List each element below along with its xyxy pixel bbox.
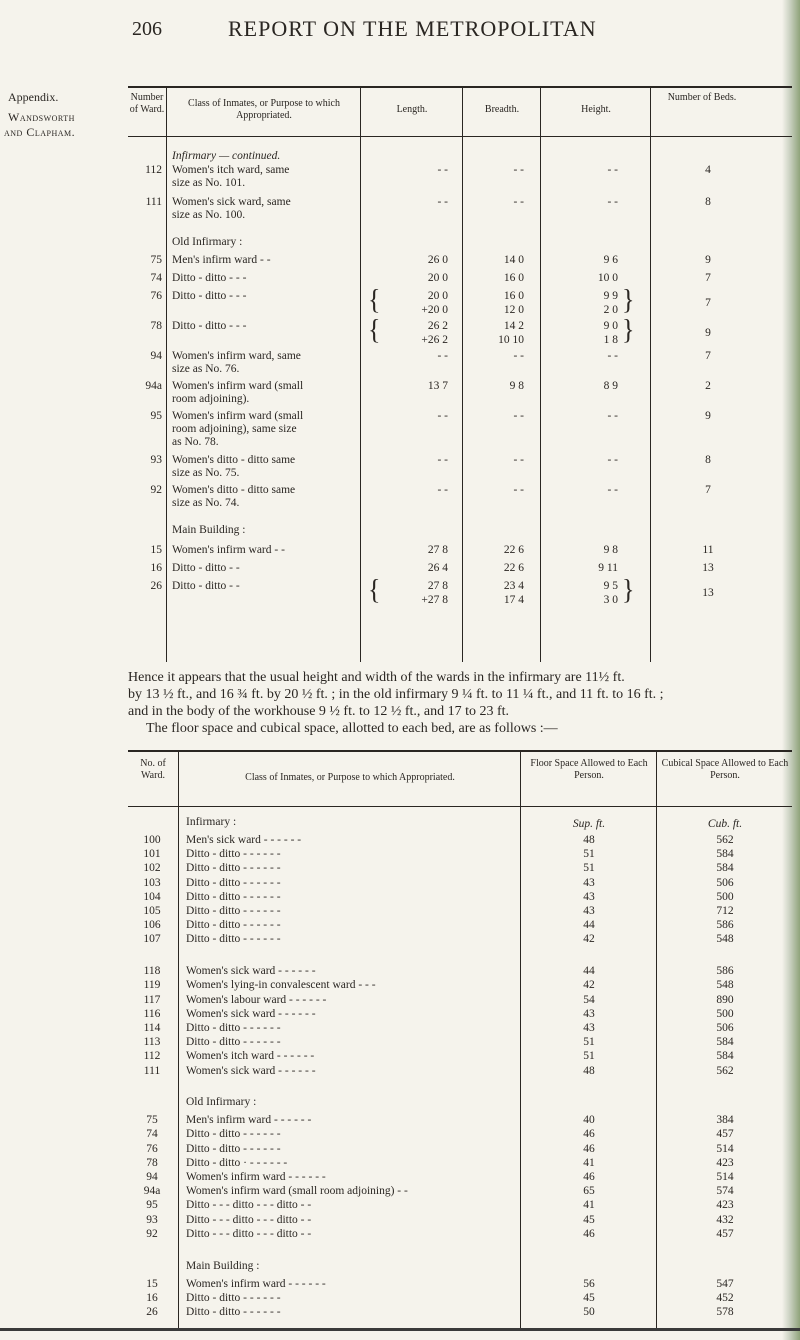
height-value: 1 8 <box>603 334 618 346</box>
cubic-space-value: 457 <box>716 1128 734 1141</box>
floor-space-value: 56 <box>583 1277 595 1290</box>
ward-class: Ditto - ditto - - - - - - <box>186 1036 281 1049</box>
ward-class-cont: size as No. 74. <box>172 497 240 509</box>
ward-class: Main Building : <box>172 524 246 536</box>
ward-number: 94a <box>143 1185 161 1198</box>
ward-number: 74 <box>150 272 162 284</box>
floor-space-value: 43 <box>583 1021 595 1034</box>
ward-number: 100 <box>143 834 161 846</box>
length-value: +20 0 <box>421 304 448 316</box>
ward-class: Ditto - ditto - - - - - - <box>186 876 281 889</box>
ward-class: Ditto - ditto - - - - - - <box>186 905 281 917</box>
height-value: 9 8 <box>603 544 618 556</box>
ward-number: 111 <box>145 196 162 208</box>
margin-appendix: Appendix. <box>8 90 59 104</box>
ward-class: Women's sick ward, same <box>172 196 291 208</box>
length-value: - - <box>437 410 448 422</box>
ward-class: Ditto - ditto - - <box>172 580 240 592</box>
margin-place-1: Wandsworth <box>8 110 75 124</box>
cubic-space-value: 423 <box>716 1156 734 1169</box>
floor-space-value: 46 <box>583 1171 595 1183</box>
cubic-space-value: 586 <box>716 965 734 978</box>
height-value: - - <box>607 454 618 466</box>
length-value: +26 2 <box>421 334 448 346</box>
floor-space-value: 40 <box>583 1114 595 1127</box>
ward-class: Women's infirm ward (small <box>172 410 304 422</box>
ward-number: 78 <box>146 1156 158 1169</box>
ward-number: 93 <box>150 454 162 466</box>
table-top-rule <box>128 86 792 88</box>
ward-number: 78 <box>150 320 162 332</box>
breadth-value: 16 0 <box>503 272 524 284</box>
floor-space-value: 48 <box>583 1064 595 1077</box>
cubic-space-value: 548 <box>716 979 734 992</box>
height-value: - - <box>607 196 618 208</box>
breadth-value: 22 6 <box>503 562 524 574</box>
ward-class: Main Building : <box>186 1259 260 1272</box>
cubic-space-value: 574 <box>716 1185 734 1198</box>
header-class: Class of Inmates, or Purpose to which Appropriated. <box>245 772 455 783</box>
ward-number: 92 <box>146 1227 158 1240</box>
header-breadth: Breadth. <box>484 104 520 115</box>
height-value: 3 0 <box>603 594 618 606</box>
ward-class-cont: size as No. 75. <box>172 467 240 479</box>
floor-space-value: 41 <box>583 1156 595 1169</box>
running-title: REPORT ON THE METROPOLITAN <box>228 16 597 41</box>
ward-class-cont: size as No. 101. <box>172 177 246 189</box>
brace-left-length: { <box>368 313 381 346</box>
ward-class: Women's itch ward - - - - - - <box>186 1050 315 1063</box>
ward-class-cont: room adjoining). <box>172 393 250 405</box>
beds-value: 9 <box>705 327 711 339</box>
col-divider <box>360 86 361 662</box>
ward-number: 102 <box>143 862 161 875</box>
ward-class: Women's sick ward - - - - - - <box>186 1064 316 1077</box>
ward-number: 94 <box>150 350 162 362</box>
table-header-rule <box>128 806 792 807</box>
col-divider <box>656 750 657 1330</box>
cubic-space-value: 712 <box>716 905 734 917</box>
ward-class: Ditto - ditto - - - <box>172 320 247 332</box>
ward-class: Ditto - ditto - - - - - - <box>186 1021 281 1034</box>
height-value: 8 9 <box>603 380 618 392</box>
ward-class: Women's infirm ward - - <box>172 544 285 556</box>
header-floor: Floor Space Allowed to Each Person. <box>530 758 648 781</box>
table-header-rule <box>128 136 792 137</box>
beds-value: 7 <box>705 297 711 309</box>
ward-number: 119 <box>143 979 161 992</box>
beds-value: 11 <box>702 544 714 556</box>
breadth-value: 17 4 <box>503 594 524 606</box>
ward-class: Women's ditto - ditto same <box>172 484 296 496</box>
ward-number: 113 <box>143 1036 161 1049</box>
breadth-value: - - <box>513 164 524 176</box>
breadth-value: 9 8 <box>509 380 524 392</box>
ward-class: Ditto - ditto · - - - - - - <box>186 1156 288 1169</box>
cubic-space-value: 457 <box>716 1227 734 1240</box>
ward-class: Women's labour ward - - - - - - <box>186 993 327 1006</box>
ward-number: 116 <box>143 1007 161 1020</box>
length-value: 26 0 <box>427 254 448 266</box>
ward-class: Men's sick ward - - - - - - <box>186 834 302 846</box>
header-cubic: Cubical Space Allowed to Each Person. <box>661 758 789 781</box>
ward-class: Old Infirmary : <box>186 1096 257 1109</box>
ward-number: 101 <box>143 848 161 861</box>
unit-cubic: Cub. ft. <box>707 818 743 830</box>
ward-number: 74 <box>146 1128 158 1141</box>
table-top-rule <box>128 750 792 752</box>
breadth-value: - - <box>513 196 524 208</box>
height-value: - - <box>607 484 618 496</box>
header-no: No. of Ward. <box>140 758 166 781</box>
ward-class: Ditto - ditto - - - - - - <box>186 1128 281 1141</box>
cubic-space-value: 452 <box>716 1291 734 1304</box>
cubic-space-value: 584 <box>716 848 734 861</box>
beds-value: 8 <box>705 196 711 208</box>
floor-space-value: 43 <box>583 876 595 889</box>
height-value: 9 5 <box>603 580 618 592</box>
cubic-space-value: 506 <box>716 876 734 889</box>
unit-floor: Sup. ft. <box>572 818 606 830</box>
ward-number: 26 <box>150 580 162 592</box>
floor-space-value: 43 <box>583 890 595 903</box>
cubic-space-value: 423 <box>716 1199 734 1212</box>
ward-class: Infirmary : <box>186 816 237 828</box>
floor-space-value: 41 <box>583 1199 595 1212</box>
ward-number: 104 <box>143 890 161 903</box>
breadth-value: - - <box>513 410 524 422</box>
ward-number: 112 <box>145 164 162 176</box>
cubic-space-value: 562 <box>716 1064 734 1077</box>
length-value: 27 8 <box>427 544 448 556</box>
beds-value: 9 <box>705 410 711 422</box>
breadth-value: - - <box>513 350 524 362</box>
cubic-space-value: 890 <box>716 993 734 1006</box>
ward-class: Women's sick ward - - - - - - <box>186 965 316 978</box>
summary-line-4: The floor space and cubical space, allotted to each bed, are as follows :— <box>146 721 558 736</box>
ward-number: 105 <box>143 905 161 917</box>
floor-space-value: 46 <box>583 1227 595 1240</box>
ward-class: Women's sick ward - - - - - - <box>186 1007 316 1020</box>
beds-value: 8 <box>705 454 711 466</box>
ward-number: 107 <box>143 933 161 946</box>
beds-value: 7 <box>705 484 711 496</box>
length-value: +27 8 <box>421 594 448 606</box>
cubic-space-value: 578 <box>716 1305 734 1318</box>
height-value: 9 11 <box>598 562 618 574</box>
ward-class: Women's infirm ward - - - - - - <box>186 1171 326 1183</box>
beds-value: 4 <box>705 164 711 176</box>
floor-space-value: 54 <box>583 993 595 1006</box>
ward-number: 112 <box>143 1050 161 1063</box>
floor-space-value: 46 <box>583 1142 595 1155</box>
floor-space-value: 43 <box>583 1007 595 1020</box>
floor-space-value: 46 <box>583 1128 595 1141</box>
cubic-space-value: 584 <box>716 1036 734 1049</box>
length-value: 26 2 <box>427 320 448 332</box>
ward-class: Ditto - ditto - - - <box>172 290 247 302</box>
bottom-edge-rule <box>0 1328 800 1331</box>
ward-number: 16 <box>150 562 162 574</box>
ward-number: 93 <box>146 1213 158 1226</box>
summary-line-3: and in the body of the workhouse 9 ½ ft. to 12 ½ ft., and 17 to 23 ft. <box>128 704 510 719</box>
ward-number: 114 <box>143 1021 161 1034</box>
length-value: - - <box>437 350 448 362</box>
ward-class: Ditto - ditto - - - <box>172 272 247 284</box>
floor-space-value: 50 <box>583 1305 595 1318</box>
ward-class: Women's itch ward, same <box>172 164 290 176</box>
height-value: 9 0 <box>603 320 618 332</box>
ward-class: Ditto - ditto - - - - - - <box>186 1142 281 1155</box>
ward-class: Ditto - ditto - - - - - - <box>186 862 281 875</box>
ward-class: Ditto - ditto - - - - - - <box>186 1291 281 1304</box>
cubic-space-value: 547 <box>716 1277 734 1290</box>
ward-class: Women's lying-in convalescent ward - - - <box>186 979 376 992</box>
cubic-space-value: 514 <box>716 1171 734 1183</box>
cubic-space-value: 506 <box>716 1021 734 1034</box>
ward-class: Women's infirm ward, same <box>172 350 301 362</box>
cubic-space-value: 384 <box>716 1114 734 1127</box>
length-value: 27 8 <box>427 580 448 592</box>
ward-class: Ditto - ditto - - - - - - <box>186 848 281 861</box>
ward-number: 103 <box>143 876 161 889</box>
cubic-space-value: 586 <box>716 919 734 932</box>
cubic-space-value: 562 <box>716 834 734 846</box>
beds-value: 9 <box>705 254 711 266</box>
cubic-space-value: 500 <box>716 1007 734 1020</box>
floor-space-value: 44 <box>583 965 595 978</box>
cubic-space-value: 500 <box>716 890 734 903</box>
floor-space-value: 51 <box>583 848 595 861</box>
ward-class: Ditto - - - ditto - - - ditto - - <box>186 1213 312 1226</box>
ward-number: 117 <box>143 993 161 1006</box>
ward-number: 95 <box>150 410 162 422</box>
ward-number: 75 <box>150 254 162 266</box>
floor-space-value: 42 <box>583 933 595 946</box>
summary-line-1: Hence it appears that the usual height and width of the wards in the infirmary are 11½ ft. <box>128 670 625 685</box>
header-length: Length. <box>396 104 428 115</box>
summary-line-2: by 13 ½ ft., and 16 ¾ ft. by 20 ½ ft. ; in the old infirmary 9 ¼ ft. to 11 ¼ ft., and 11 ft. to 16 ft. ; <box>128 687 664 702</box>
header-ward: Number of Ward. <box>129 92 165 115</box>
floor-space-value: 42 <box>583 979 595 992</box>
length-value: 13 7 <box>427 380 448 392</box>
length-value: - - <box>437 196 448 208</box>
height-value: - - <box>607 410 618 422</box>
ward-class: Ditto - ditto - - - - - - <box>186 1305 281 1318</box>
brace-left-length: { <box>368 283 381 316</box>
ward-number: 118 <box>143 965 161 978</box>
ward-class: Ditto - ditto - - <box>172 562 240 574</box>
ward-number: 106 <box>143 919 161 932</box>
col-divider <box>178 750 179 1330</box>
breadth-value: 22 6 <box>503 544 524 556</box>
brace-right-height: } <box>622 573 635 606</box>
length-value: 20 0 <box>427 290 448 302</box>
ward-class: Ditto - ditto - - - - - - <box>186 890 281 903</box>
ward-class-cont: size as No. 100. <box>172 209 246 221</box>
ward-number: 76 <box>150 290 162 302</box>
ward-class: Ditto - ditto - - - - - - <box>186 919 281 932</box>
length-value: - - <box>437 454 448 466</box>
breadth-value: - - <box>513 484 524 496</box>
margin-place-2: and Clapham. <box>4 125 76 139</box>
ward-number: 95 <box>146 1199 158 1212</box>
dimensions-table <box>128 86 792 662</box>
ward-class: Women's ditto - ditto same <box>172 454 296 466</box>
floor-space-value: 51 <box>583 1036 595 1049</box>
brace-left-length: { <box>368 573 381 606</box>
floor-space-value: 48 <box>583 834 595 846</box>
col-divider <box>166 86 167 662</box>
ward-number: 76 <box>146 1142 158 1155</box>
brace-right-height: } <box>622 283 635 316</box>
col-divider <box>520 750 521 1330</box>
brace-right-height: } <box>622 313 635 346</box>
ward-class: Old Infirmary : <box>172 236 243 248</box>
col-divider <box>462 86 463 662</box>
floor-space-value: 51 <box>583 1050 595 1063</box>
ward-number: 92 <box>150 484 162 496</box>
page-number: 206 <box>132 18 162 40</box>
beds-value: 13 <box>702 587 714 599</box>
cubic-space-value: 584 <box>716 862 734 875</box>
ward-number: 111 <box>143 1064 161 1077</box>
beds-value: 2 <box>705 380 711 392</box>
breadth-value: - - <box>513 454 524 466</box>
breadth-value: 16 0 <box>503 290 524 302</box>
ward-number: 94 <box>146 1171 158 1183</box>
col-divider <box>650 86 651 662</box>
height-value: 2 0 <box>603 304 618 316</box>
ward-class: Women's infirm ward (small <box>172 380 304 392</box>
floor-space-value: 43 <box>583 905 595 917</box>
ward-class: Ditto - - - ditto - - - ditto - - <box>186 1227 312 1240</box>
ward-number: 75 <box>146 1114 158 1127</box>
ward-number: 26 <box>146 1305 158 1318</box>
height-value: 10 0 <box>597 272 618 284</box>
ward-class-cont: size as No. 76. <box>172 363 240 375</box>
length-value: 20 0 <box>427 272 448 284</box>
floor-space-value: 44 <box>583 919 595 932</box>
ward-class: Infirmary — continued. <box>172 150 281 162</box>
beds-value: 7 <box>705 350 711 362</box>
ward-number: 94a <box>145 380 162 392</box>
cubic-space-value: 514 <box>716 1142 734 1155</box>
ward-class: Ditto - ditto - - - - - - <box>186 933 281 946</box>
floor-space-value: 51 <box>583 862 595 875</box>
ward-class-cont: as No. 78. <box>172 436 219 448</box>
length-value: - - <box>437 164 448 176</box>
height-value: 9 6 <box>603 254 618 266</box>
beds-value: 13 <box>702 562 714 574</box>
breadth-value: 12 0 <box>503 304 524 316</box>
height-value: - - <box>607 350 618 362</box>
ward-class: Ditto - - - ditto - - - ditto - - <box>186 1199 312 1212</box>
breadth-value: 10 10 <box>498 334 524 346</box>
space-table <box>128 750 792 1330</box>
height-value: 9 9 <box>603 290 618 302</box>
ward-class: Men's infirm ward - - <box>172 254 271 266</box>
beds-value: 7 <box>705 272 711 284</box>
floor-space-value: 45 <box>583 1291 595 1304</box>
ward-class: Women's infirm ward (small room adjoining) - - <box>186 1185 408 1198</box>
ward-number: 15 <box>146 1277 158 1290</box>
cubic-space-value: 584 <box>716 1050 734 1063</box>
breadth-value: 14 2 <box>503 320 524 332</box>
ward-number: 16 <box>146 1291 158 1304</box>
col-divider <box>540 86 541 662</box>
ward-class-cont: room adjoining), same size <box>172 423 297 435</box>
floor-space-value: 65 <box>583 1185 595 1198</box>
header-height: Height. <box>581 104 611 115</box>
floor-space-value: 45 <box>583 1213 595 1226</box>
ward-number: 15 <box>150 544 162 556</box>
cubic-space-value: 548 <box>716 933 734 946</box>
header-beds: Number of Beds. <box>667 92 737 103</box>
breadth-value: 14 0 <box>503 254 524 266</box>
header-class: Class of Inmates, or Purpose to which Appropriated. <box>188 98 340 121</box>
ward-class: Women's infirm ward - - - - - - <box>186 1277 326 1290</box>
height-value: - - <box>607 164 618 176</box>
length-value: 26 4 <box>427 562 448 574</box>
ward-class: Men's infirm ward - - - - - - <box>186 1114 312 1127</box>
length-value: - - <box>437 484 448 496</box>
breadth-value: 23 4 <box>503 580 524 592</box>
cubic-space-value: 432 <box>716 1213 734 1226</box>
